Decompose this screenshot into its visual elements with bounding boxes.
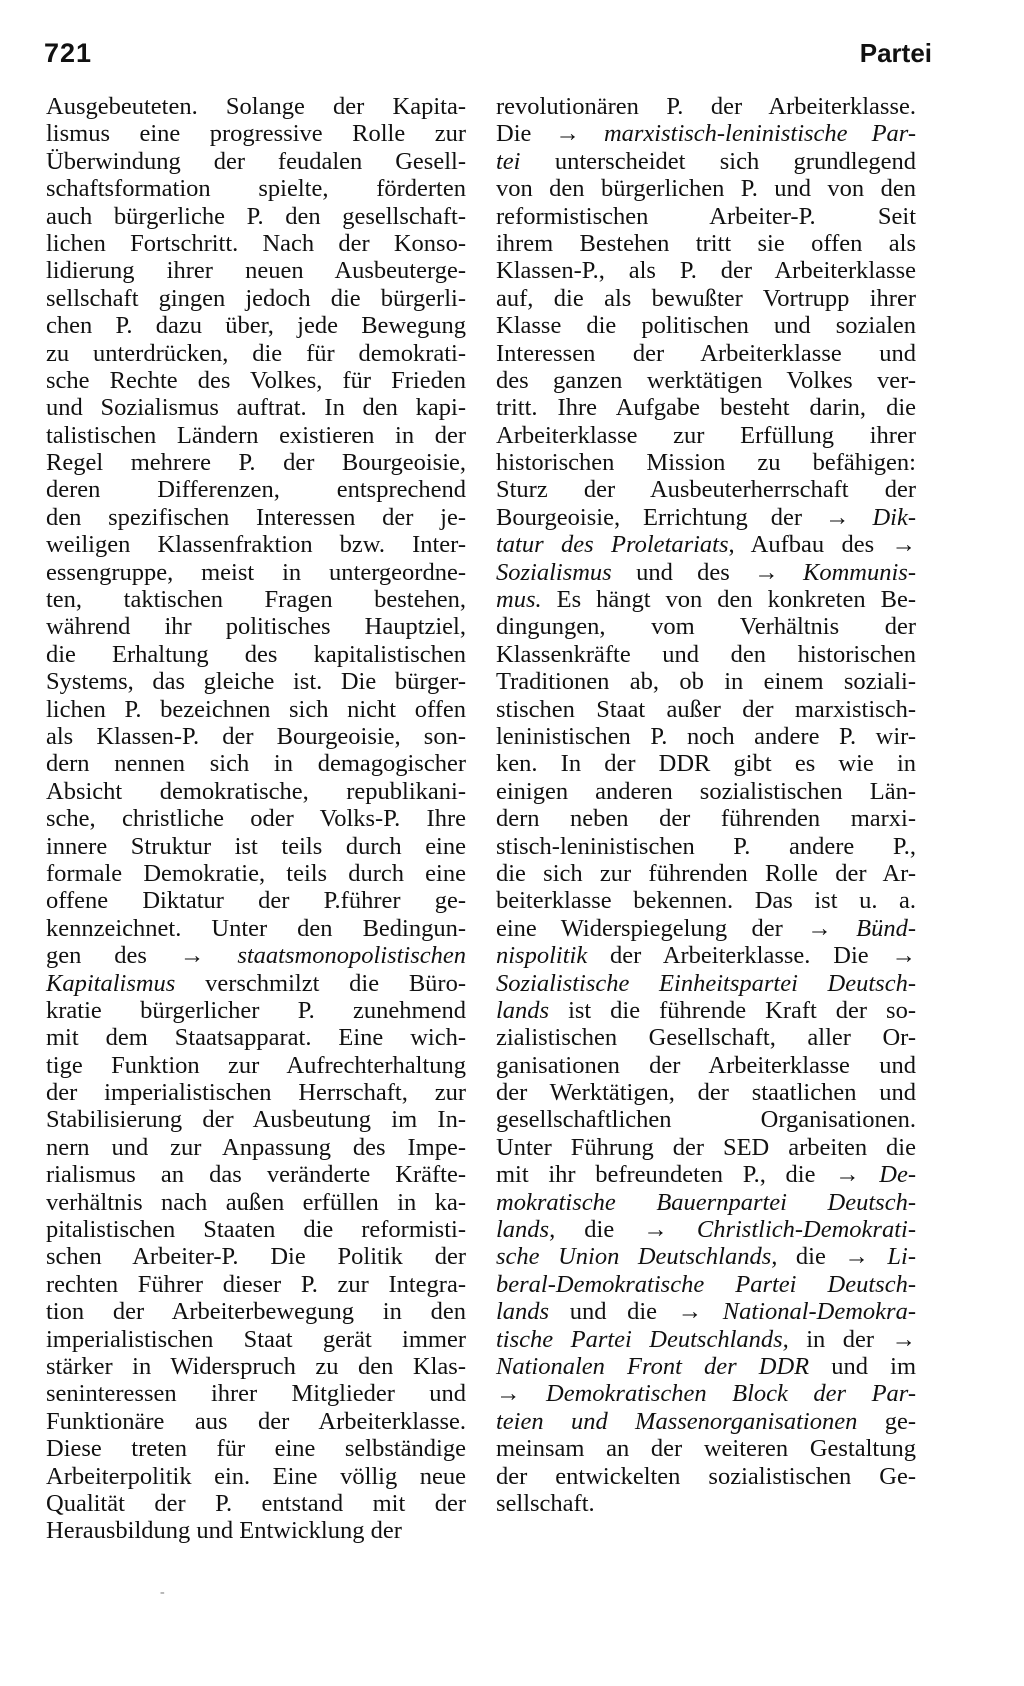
- right-text-line: stischen Staat außer der marxistisch-: [496, 695, 916, 723]
- right-text-line: mus. Es hängt von den konkreten Be-: [496, 586, 916, 614]
- right-text-line: Klassen-P., als P. der Arbeiterklasse: [496, 257, 916, 285]
- left-text-line: und Sozialismus auftrat. In den kapi-: [46, 394, 466, 422]
- page-header: [44, 38, 932, 78]
- left-text-line: talistischen Ländern existieren in der: [46, 421, 466, 449]
- right-text-line: lands und die → National-Demokra-: [496, 1298, 916, 1326]
- left-text-line: sellschaft gingen jedoch die bürgerli-: [46, 284, 466, 312]
- left-text-line: Diese treten für eine selbständige: [46, 1435, 466, 1463]
- left-text-line: deren Differenzen, entsprechend: [46, 476, 466, 504]
- left-text-line: kennzeichnet. Unter den Bedingun-: [46, 914, 466, 942]
- left-text-line: lidierung ihrer neuen Ausbeuterge-: [46, 257, 466, 285]
- left-text-line: während ihr politisches Hauptziel,: [46, 613, 466, 641]
- left-text-line: sche Rechte des Volkes, für Frieden: [46, 366, 466, 394]
- left-text-line: der imperialistischen Herrschaft, zur: [46, 1079, 466, 1107]
- left-text-line: auch bürgerliche P. den gesellschaft-: [46, 202, 466, 230]
- right-text-line: lands, die → Christlich-Demokrati-: [496, 1216, 916, 1244]
- left-text-line: offene Diktatur der P.führer ge-: [46, 887, 466, 915]
- left-text-line: chen P. dazu über, jede Bewegung: [46, 312, 466, 340]
- right-text-line: Klassenkräfte und den historischen: [496, 640, 916, 668]
- left-text-line: die Erhaltung des kapitalistischen: [46, 640, 466, 668]
- right-text-line: die sich zur führenden Rolle der Ar-: [496, 859, 916, 887]
- right-text-line: tritt. Ihre Aufgabe besteht darin, die: [496, 394, 916, 422]
- running-head: Partei: [859, 38, 932, 68]
- right-text-line: beral-Demokratische Partei Deutsch-: [496, 1270, 916, 1298]
- right-text-line: tatur des Proletariats, Aufbau des →: [496, 531, 916, 559]
- right-text-line: ken. In der DDR gibt es wie in: [496, 750, 916, 778]
- right-text-line: ihrem Bestehen tritt sie offen als: [496, 229, 916, 257]
- left-text-line: Regel mehrere P. der Bourgeoisie,: [46, 449, 466, 477]
- right-text-line: Interessen der Arbeiterklasse und: [496, 339, 916, 367]
- right-text-line: reformistischen Arbeiter-P. Seit: [496, 202, 916, 230]
- right-text-line: Klasse die politischen und sozialen: [496, 312, 916, 340]
- left-text-line: formale Demokratie, teils durch eine: [46, 859, 466, 887]
- right-text-line: der entwickelten sozialistischen Ge-: [496, 1462, 916, 1490]
- left-text-line: rechten Führer dieser P. zur Integra-: [46, 1270, 466, 1298]
- right-text-line: Sozialismus und des → Kommunis-: [496, 558, 916, 586]
- right-text-line: → Demokratischen Block der Par-: [496, 1380, 917, 1408]
- right-text-line: mit ihr befreundeten P., die → De-: [496, 1161, 916, 1189]
- right-text-line: Die → marxistisch-leninistische Par-: [496, 120, 916, 148]
- right-text-line: einigen anderen sozialistischen Län-: [496, 777, 916, 805]
- left-text-line: seninteressen ihrer Mitglieder und: [46, 1380, 466, 1408]
- right-text-line: ganisationen der Arbeiterklasse und: [496, 1051, 916, 1079]
- left-text-line: Herausbildung und Entwicklung der: [46, 1517, 402, 1545]
- right-text-line: sellschaft.: [496, 1489, 595, 1517]
- left-text-line: verhältnis nach außen erfüllen in ka-: [46, 1188, 466, 1216]
- left-text-line: Stabilisierung der Ausbeutung im In-: [46, 1106, 466, 1134]
- left-text-line: zu unterdrücken, die für demokrati-: [46, 339, 466, 367]
- right-text-line: leninistischen P. noch andere P. wir-: [496, 722, 916, 750]
- left-text-line: mit dem Staatsapparat. Eine wich-: [46, 1024, 466, 1052]
- right-text-line: historischen Mission zu befähigen:: [496, 449, 916, 477]
- right-text-line: der Werktätigen, der staatlichen und: [496, 1079, 916, 1107]
- left-text-line: Absicht demokratische, republikani-: [46, 777, 466, 805]
- right-text-line: auf, die als bewußter Vortrupp ihrer: [496, 284, 916, 312]
- right-text-line: nispolitik der Arbeiterklasse. Die →: [496, 942, 916, 970]
- right-text-line: Sozialistische Einheitspartei Deutsch-: [496, 969, 916, 997]
- left-text-line: Qualität der P. entstand mit der: [46, 1489, 466, 1517]
- right-text-line: mokratische Bauernpartei Deutsch-: [496, 1188, 916, 1216]
- right-text-line: dern neben der führenden marxi-: [496, 805, 916, 833]
- left-text-line: schaftsformation spielte, förderten: [46, 175, 466, 203]
- right-text-line: zialistischen Gesellschaft, aller Or-: [496, 1024, 916, 1052]
- right-text-line: Nationalen Front der DDR und im: [496, 1352, 917, 1380]
- right-text-line: beiterklasse bekennen. Das ist u. a.: [496, 887, 916, 915]
- left-text-line: weiligen Klassenfraktion bzw. Inter-: [46, 531, 466, 559]
- left-text-line: lichen Fortschritt. Nach der Konso-: [46, 229, 466, 257]
- left-text-line: imperialistischen Staat gerät immer: [46, 1325, 466, 1353]
- right-text-line: revolutionären P. der Arbeiterklasse.: [496, 93, 916, 120]
- right-text-line: eine Widerspiegelung der → Bünd-: [496, 914, 916, 942]
- right-text-line: gesellschaftlichen Organisationen.: [496, 1106, 916, 1134]
- left-text-line: Arbeiterpolitik ein. Eine völlig neue: [46, 1462, 466, 1490]
- left-text-line: tion der Arbeiterbewegung in den: [46, 1298, 466, 1326]
- left-text-line: dern nennen sich in demagogischer: [46, 750, 466, 778]
- right-text-line: von den bürgerlichen P. und von den: [496, 175, 916, 203]
- left-text-line: essengruppe, meist in untergeordne-: [46, 558, 466, 586]
- left-text-line: Funktionäre aus der Arbeiterklasse.: [46, 1407, 466, 1435]
- right-text-line: tische Partei Deutschlands, in der →: [496, 1325, 916, 1353]
- left-text-line: tige Funktion zur Aufrechterhaltung: [46, 1051, 466, 1079]
- left-text-line: pitalistischen Staaten die reformisti-: [46, 1216, 466, 1244]
- page-number: 721: [44, 38, 93, 68]
- left-text-line: innere Struktur ist teils durch eine: [46, 832, 466, 860]
- left-text-line: lismus eine progressive Rolle zur: [46, 120, 466, 148]
- left-text-line: ten, taktischen Fragen bestehen,: [46, 586, 466, 614]
- left-text-line: sche, christliche oder Volks-P. Ihre: [46, 805, 466, 833]
- right-text-line: sche Union Deutschlands, die → Li-: [496, 1243, 916, 1271]
- left-text-line: gen des → staatsmonopolistischen: [46, 942, 466, 970]
- left-text-line: Überwindung der feudalen Gesell-: [46, 147, 466, 175]
- right-text-line: Traditionen ab, ob in einem soziali-: [496, 668, 916, 696]
- right-text-line: des ganzen werktätigen Volkes ver-: [496, 366, 916, 394]
- right-text-line: Unter Führung der SED arbeiten die: [496, 1133, 916, 1161]
- left-text-line: Ausgebeuteten. Solange der Kapita-: [46, 93, 466, 120]
- left-text-line: rialismus an das veränderte Kräfte-: [46, 1161, 466, 1189]
- left-text-line: Kapitalismus verschmilzt die Büro-: [46, 969, 466, 997]
- left-text-line: stärker in Widerspruch zu den Klas-: [46, 1352, 466, 1380]
- right-text-line: lands ist die führende Kraft der so-: [496, 996, 916, 1024]
- left-column: [46, 93, 466, 1545]
- right-text-line: Sturz der Ausbeuterherrschaft der: [496, 476, 916, 504]
- footer-mark: -: [160, 1585, 165, 1600]
- right-text-line: Arbeiterklasse zur Erfüllung ihrer: [496, 421, 916, 449]
- right-text-line: tei unterscheidet sich grundlegend: [496, 147, 916, 175]
- left-text-line: kratie bürgerlicher P. zunehmend: [46, 996, 466, 1024]
- right-text-line: teien und Massenorganisationen ge-: [496, 1407, 916, 1435]
- left-text-line: schen Arbeiter-P. Die Politik der: [46, 1243, 466, 1271]
- left-text-line: lichen P. bezeichnen sich nicht offen: [46, 695, 466, 723]
- left-text-line: Systems, das gleiche ist. Die bürger-: [46, 668, 466, 696]
- left-text-line: den spezifischen Interessen der je-: [46, 503, 466, 531]
- right-text-line: stisch-leninistischen P. andere P.,: [496, 832, 916, 860]
- right-text-line: dingungen, vom Verhältnis der: [496, 613, 916, 641]
- right-text-line: Bourgeoisie, Errichtung der → Dik-: [496, 503, 916, 531]
- right-text-line: meinsam an der weiteren Gestaltung: [496, 1435, 916, 1463]
- left-text-line: nern und zur Anpassung des Impe-: [46, 1133, 466, 1161]
- left-text-line: als Klassen-P. der Bourgeoisie, son-: [46, 722, 466, 750]
- right-column: [496, 93, 916, 1517]
